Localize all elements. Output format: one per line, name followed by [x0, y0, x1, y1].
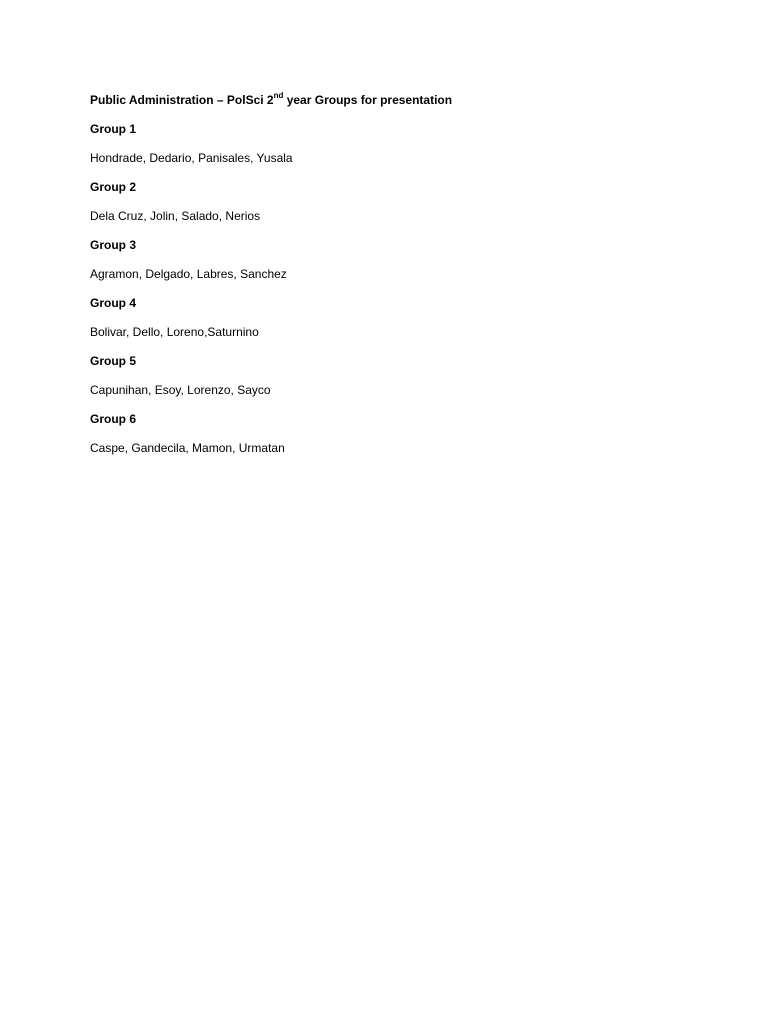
document-title	[90, 92, 690, 108]
group-heading: Group 6	[90, 412, 137, 426]
group-members: Bolivar, Dello, Loreno,Saturnino	[90, 325, 259, 339]
title-text: Public Administration – PolSci 2	[90, 93, 274, 107]
group-heading: Group 5	[90, 354, 137, 368]
group-members: Dela Cruz, Jolin, Salado, Nerios	[90, 209, 261, 223]
group-heading: Group 2	[90, 180, 137, 194]
group-members: Capunihan, Esoy, Lorenzo, Sayco	[90, 383, 271, 397]
group-heading: Group 4	[90, 296, 137, 310]
group-members: Caspe, Gandecila, Mamon, Urmatan	[90, 441, 285, 455]
group-members: Hondrade, Dedario, Panisales, Yusala	[90, 151, 293, 165]
group-heading: Group 3	[90, 238, 137, 252]
group-members: Agramon, Delgado, Labres, Sanchez	[90, 267, 287, 281]
title-superscript: nd	[273, 91, 284, 100]
group-heading: Group 1	[90, 122, 137, 136]
document-body	[90, 92, 690, 469]
title-text-end: year Groups for presentation	[283, 93, 453, 107]
